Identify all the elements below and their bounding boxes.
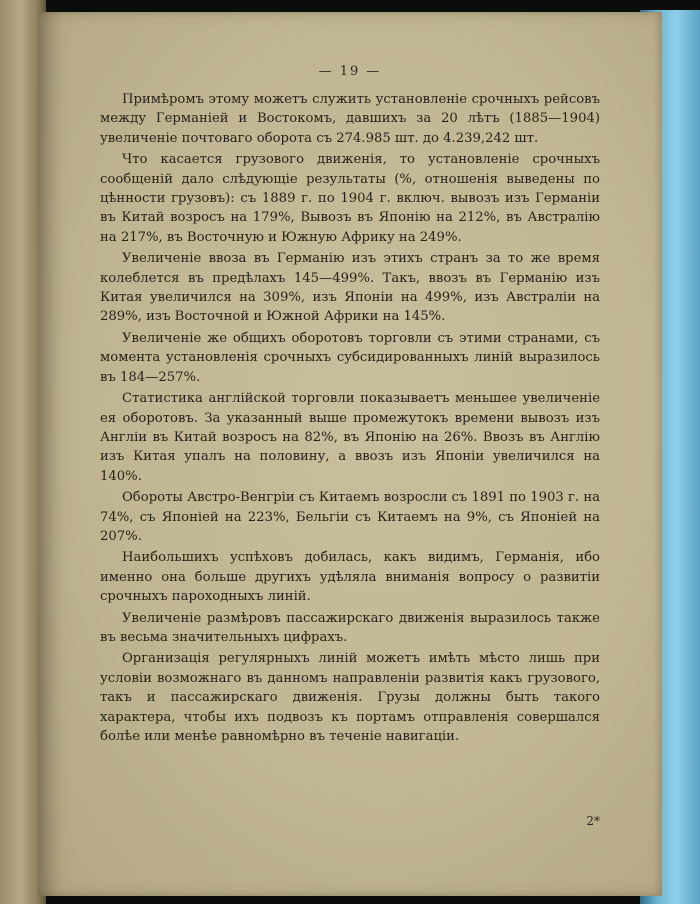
printer-signature-mark: 2* [586, 814, 600, 828]
paragraph: Увеличеніе размѣровъ пассажирскаго движенія выразилось также въ весьма значительныхъ цифрахъ. [100, 610, 600, 645]
book-page [38, 12, 662, 896]
paragraph: Организація регулярныхъ линій можетъ имѣть мѣсто лишь при условіи возможнаго въ данномъ направленіи развитія какъ грузового, такъ и пассажирскаго движенія. Грузы должны быть такого характера, чтобы ихъ подвозъ къ портамъ отправленія совершался болѣе или менѣе равномѣрно въ теченіе навигаціи. [100, 651, 600, 744]
paragraph: Что касается грузового движенія, то установленіе срочныхъ сообщеній дало слѣдующіе результаты (%, отношенія выведены по цѣнности грузовъ): съ 1889 г. по 1904 г. включ. вывозъ изъ Германіи въ Китай возросъ на 179%, Вывозъ въ Японію на 212%, въ Австралію на 217%, въ Восточную и Южную Африку на 249%. [100, 152, 600, 245]
paragraph: Статистика англійской торговли показываетъ меньшее увеличеніе ея оборотовъ. За указанный выше промежутокъ времени вывозъ изъ Англіи въ Китай возросъ на 82%, въ Японію на 26%. Ввозъ въ Англію изъ Китая упалъ на половину, а ввозъ изъ Японіи увеличился на 140%. [100, 391, 600, 484]
paragraph: Обороты Австро-Венгріи съ Китаемъ возросли съ 1891 по 1903 г. на 74%, съ Японіей на 223%, Бельгіи съ Китаемъ на 9%, съ Японіей на 207%. [100, 490, 600, 544]
paragraph: Увеличеніе ввоза въ Германію изъ этихъ странъ за то же время колеблется въ предѣлахъ 145—499%. Такъ, ввозъ въ Германію изъ Китая увеличился на 309%, изъ Японіи на 499%, изъ Австраліи на 289%, изъ Восточной и Южной Африки на 145%. [100, 251, 600, 325]
page-number: — 19 — [318, 64, 382, 79]
paragraph: Наибольшихъ успѣховъ добилась, какъ видимъ, Германія, ибо именно она больше другихъ удѣляла вниманія вопросу о развитіи срочныхъ пароходныхъ линій. [100, 550, 600, 605]
page-body [100, 90, 600, 748]
paragraph: Увеличеніе же общихъ оборотовъ торговли съ этими странами, съ момента установленія срочныхъ субсидированныхъ линій выразилось въ 184—257%. [100, 330, 600, 385]
paragraph: Примѣромъ этому можетъ служить установленіе срочныхъ рейсовъ между Германіей и Востокомъ, давшихъ за 20 лѣтъ (1885—1904) увеличеніе почтоваго оборота съ 274.985 шт. до 4.239,242 шт. [100, 92, 600, 146]
